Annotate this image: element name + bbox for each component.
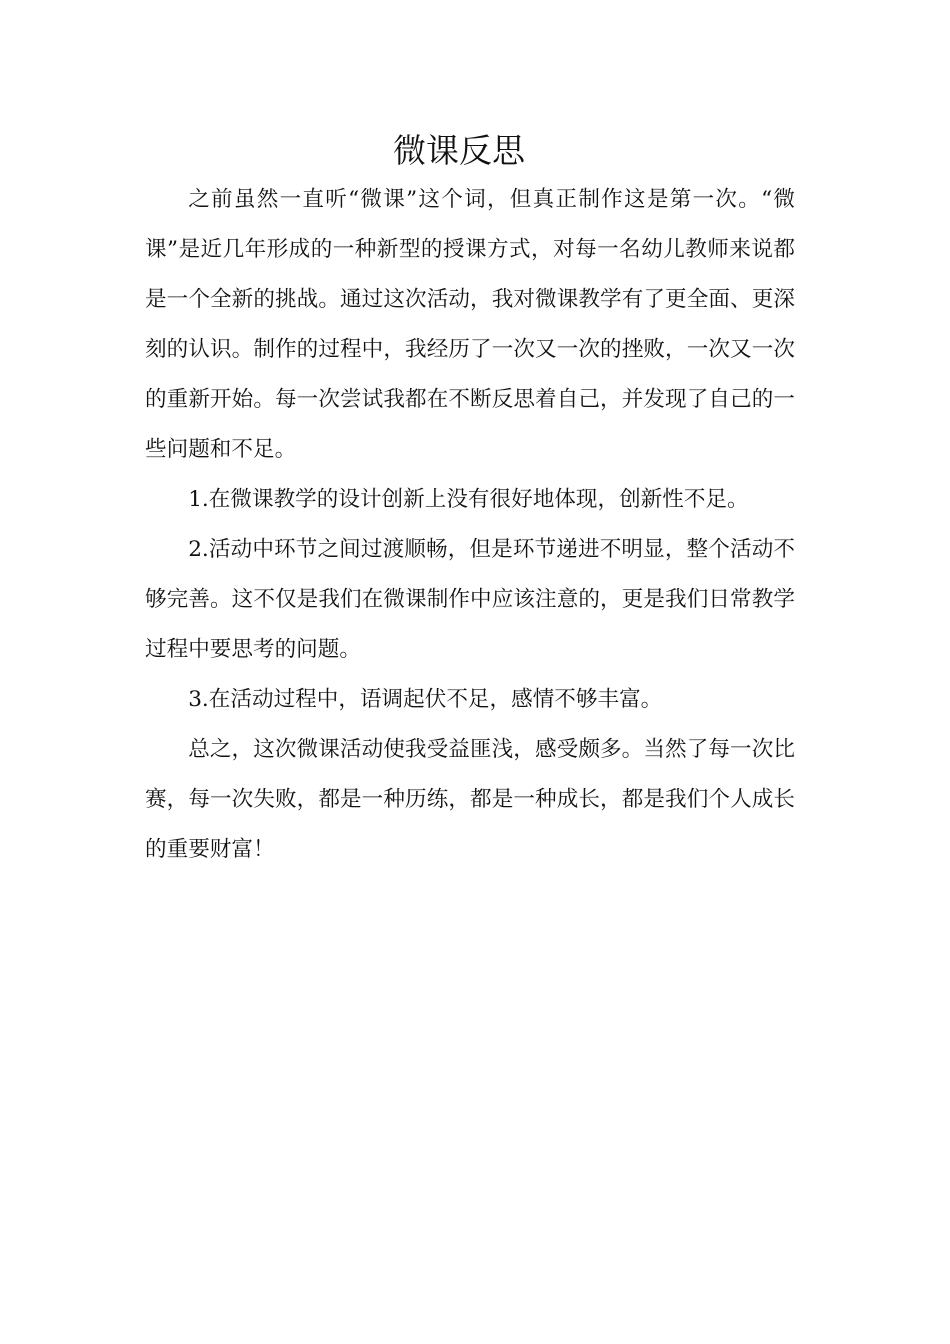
paragraph-conclusion: 总之，这次微课活动使我受益匪浅，感受颇多。当然了每一次比赛，每一次失败，都是一种历练，都是一种成长，都是我们个人成长的重要财富！ [145,737,795,862]
paragraph-intro: 之前虽然一直听“微课”这个词，但真正制作这是第一次。“微课”是近几年形成的一种新型的授课方式，对每一名幼儿教师来说都是一个全新的挑战。通过这次活动，我对微课教学有了更全面、更深刻的认识。制作的过程中，我经历了一次又一次的挫败，一次又一次的重新开始。每一次尝试我都在不断反思着自己，并发现了自己的一些问题和不足。 [145,187,795,462]
document-body [145,175,795,875]
paragraph-point-3: 3.在活动过程中，语调起伏不足，感情不够丰富。 [188,687,663,712]
paragraph-point-2: 2.活动中环节之间过渡顺畅，但是环节递进不明显，整个活动不够完善。这不仅是我们在微课制作中应该注意的，更是我们日常教学过程中要思考的问题。 [145,537,795,662]
document-title: 微课反思 [393,131,525,170]
paragraph-point-1: 1.在微课教学的设计创新上没有很好地体现，创新性不足。 [188,487,749,512]
